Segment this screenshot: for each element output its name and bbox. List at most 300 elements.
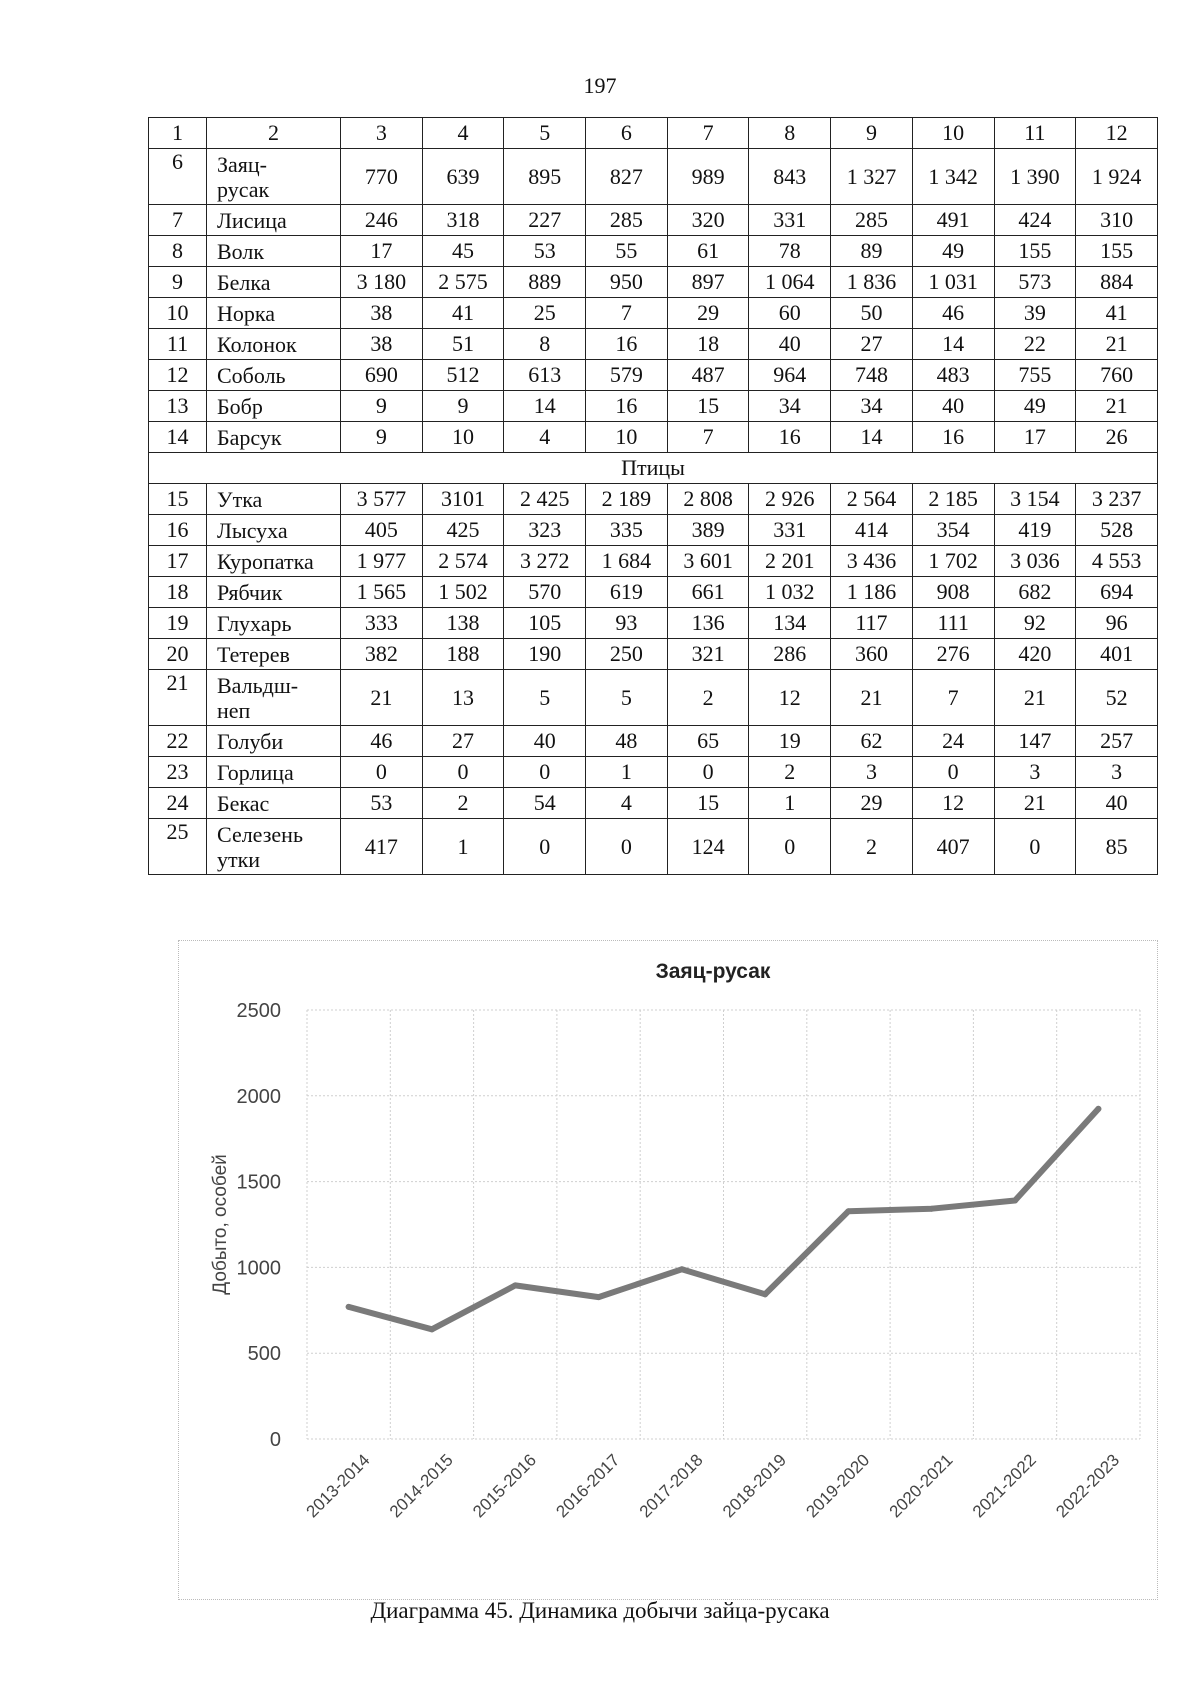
value-cell: 760: [1076, 360, 1158, 391]
value-cell: 3101: [422, 484, 504, 515]
value-cell: 401: [1076, 639, 1158, 670]
value-cell: 0: [504, 757, 586, 788]
value-cell: 950: [586, 267, 668, 298]
value-cell: 619: [586, 577, 668, 608]
value-cell: 286: [749, 639, 831, 670]
value-cell: 53: [341, 788, 423, 819]
value-cell: 420: [994, 639, 1076, 670]
value-cell: 1: [422, 819, 504, 875]
value-cell: 335: [586, 515, 668, 546]
table-row: [149, 639, 1158, 670]
value-cell: 8: [504, 329, 586, 360]
value-cell: 3: [994, 757, 1076, 788]
column-number-cell: 7: [667, 118, 749, 149]
species-name-line: Норка: [217, 300, 276, 326]
species-name-cell: [207, 608, 341, 639]
value-cell: 21: [994, 670, 1076, 726]
value-cell: 14: [912, 329, 994, 360]
value-cell: 3 180: [341, 267, 423, 298]
value-cell: 17: [994, 422, 1076, 453]
value-cell: 417: [341, 819, 423, 875]
table-row: [149, 608, 1158, 639]
value-cell: 0: [912, 757, 994, 788]
value-cell: 38: [341, 329, 423, 360]
harvest-table: [148, 117, 1158, 875]
table-row: [149, 546, 1158, 577]
line-chart: [179, 941, 1157, 1599]
row-number-cell: 23: [149, 757, 207, 788]
value-cell: 2 425: [504, 484, 586, 515]
table-row: [149, 391, 1158, 422]
value-cell: 78: [749, 236, 831, 267]
value-cell: 155: [994, 236, 1076, 267]
value-cell: 0: [749, 819, 831, 875]
value-cell: 29: [667, 298, 749, 329]
value-cell: 9: [341, 422, 423, 453]
value-cell: 53: [504, 236, 586, 267]
value-cell: 276: [912, 639, 994, 670]
value-cell: 321: [667, 639, 749, 670]
value-cell: 7: [667, 422, 749, 453]
value-cell: 333: [341, 608, 423, 639]
value-cell: 39: [994, 298, 1076, 329]
value-cell: 843: [749, 149, 831, 205]
row-number-cell: 15: [149, 484, 207, 515]
value-cell: 382: [341, 639, 423, 670]
value-cell: 3 436: [831, 546, 913, 577]
value-cell: 7: [586, 298, 668, 329]
value-cell: 573: [994, 267, 1076, 298]
value-cell: 354: [912, 515, 994, 546]
value-cell: 895: [504, 149, 586, 205]
y-tick-label: 0: [269, 1429, 281, 1451]
value-cell: 414: [831, 515, 913, 546]
species-name-line: неп: [217, 697, 251, 723]
chart-title: Заяц-русак: [655, 960, 771, 983]
value-cell: 1: [749, 788, 831, 819]
value-cell: 1 924: [1076, 149, 1158, 205]
table-row: [149, 236, 1158, 267]
data-point: [929, 1206, 935, 1212]
value-cell: 25: [504, 298, 586, 329]
value-cell: 4 553: [1076, 546, 1158, 577]
row-number-cell: 17: [149, 546, 207, 577]
value-cell: 320: [667, 205, 749, 236]
value-cell: 19: [749, 726, 831, 757]
species-name-line: Бобр: [217, 393, 263, 419]
row-number-cell: 18: [149, 577, 207, 608]
x-tick-label: 2017-2018: [635, 1450, 707, 1522]
species-name-line: Заяц-: [217, 151, 268, 177]
value-cell: 16: [586, 329, 668, 360]
data-point: [679, 1266, 685, 1272]
value-cell: 964: [749, 360, 831, 391]
species-name-line: Волк: [217, 238, 265, 264]
row-number-cell: 19: [149, 608, 207, 639]
species-name-cell: [207, 267, 341, 298]
value-cell: 331: [749, 515, 831, 546]
value-cell: 2 564: [831, 484, 913, 515]
value-cell: 38: [341, 298, 423, 329]
value-cell: 3: [831, 757, 913, 788]
species-name-line: Утка: [217, 486, 263, 512]
x-tick-label: 2018-2019: [719, 1450, 790, 1522]
value-cell: 827: [586, 149, 668, 205]
value-cell: 92: [994, 608, 1076, 639]
value-cell: 12: [749, 670, 831, 726]
value-cell: 51: [422, 329, 504, 360]
value-cell: 528: [1076, 515, 1158, 546]
value-cell: 2: [749, 757, 831, 788]
value-cell: 34: [749, 391, 831, 422]
species-name-cell: [207, 149, 341, 205]
value-cell: 3: [1076, 757, 1158, 788]
value-cell: 21: [1076, 329, 1158, 360]
value-cell: 989: [667, 149, 749, 205]
value-cell: 0: [504, 819, 586, 875]
value-cell: 15: [667, 391, 749, 422]
value-cell: 62: [831, 726, 913, 757]
value-cell: 26: [1076, 422, 1158, 453]
value-cell: 1 390: [994, 149, 1076, 205]
x-tick-label: 2014-2015: [385, 1450, 457, 1522]
value-cell: 2 201: [749, 546, 831, 577]
value-cell: 405: [341, 515, 423, 546]
value-cell: 14: [504, 391, 586, 422]
value-cell: 117: [831, 608, 913, 639]
value-cell: 661: [667, 577, 749, 608]
value-cell: 250: [586, 639, 668, 670]
value-cell: 12: [912, 788, 994, 819]
value-cell: 1 702: [912, 546, 994, 577]
value-cell: 613: [504, 360, 586, 391]
species-name-cell: [207, 360, 341, 391]
value-cell: 48: [586, 726, 668, 757]
chart-container: [178, 940, 1158, 1600]
value-cell: 570: [504, 577, 586, 608]
value-cell: 89: [831, 236, 913, 267]
value-cell: 770: [341, 149, 423, 205]
species-name-line: Лысуха: [217, 517, 288, 543]
value-cell: 14: [831, 422, 913, 453]
y-tick-label: 500: [247, 1343, 281, 1366]
species-name-cell: [207, 391, 341, 422]
row-number-cell: 22: [149, 726, 207, 757]
species-name-line: Вальдш-: [217, 672, 299, 698]
table-row: [149, 267, 1158, 298]
row-number-cell: 24: [149, 788, 207, 819]
section-title: Птицы: [149, 453, 1158, 484]
value-cell: 755: [994, 360, 1076, 391]
x-tick-label: 2021-2022: [968, 1450, 1040, 1522]
value-cell: 1 064: [749, 267, 831, 298]
column-number-cell: 6: [586, 118, 668, 149]
value-cell: 40: [912, 391, 994, 422]
species-name-cell: [207, 484, 341, 515]
species-name-line: Горлица: [217, 759, 294, 785]
value-cell: 407: [912, 819, 994, 875]
value-cell: 682: [994, 577, 1076, 608]
table-row: [149, 360, 1158, 391]
species-name-line: русак: [217, 176, 270, 202]
row-number-cell: 16: [149, 515, 207, 546]
value-cell: 3 272: [504, 546, 586, 577]
column-number-cell: 3: [341, 118, 423, 149]
value-cell: 1 032: [749, 577, 831, 608]
value-cell: 1 327: [831, 149, 913, 205]
value-cell: 285: [586, 205, 668, 236]
value-cell: 748: [831, 360, 913, 391]
value-cell: 694: [1076, 577, 1158, 608]
table-row: [149, 726, 1158, 757]
species-name-cell: [207, 329, 341, 360]
value-cell: 639: [422, 149, 504, 205]
value-cell: 0: [341, 757, 423, 788]
value-cell: 3 237: [1076, 484, 1158, 515]
value-cell: 96: [1076, 608, 1158, 639]
value-cell: 227: [504, 205, 586, 236]
value-cell: 1 502: [422, 577, 504, 608]
value-cell: 52: [1076, 670, 1158, 726]
species-name-cell: [207, 515, 341, 546]
species-name-cell: [207, 422, 341, 453]
table-row: [149, 149, 1158, 205]
row-number-cell: 13: [149, 391, 207, 422]
value-cell: 0: [667, 757, 749, 788]
species-name-cell: [207, 298, 341, 329]
value-cell: 93: [586, 608, 668, 639]
value-cell: 21: [831, 670, 913, 726]
value-cell: 18: [667, 329, 749, 360]
value-cell: 4: [586, 788, 668, 819]
table-row: [149, 205, 1158, 236]
value-cell: 1 186: [831, 577, 913, 608]
species-name-cell: [207, 577, 341, 608]
value-cell: 49: [912, 236, 994, 267]
species-name-line: Куропатка: [217, 548, 314, 574]
species-name-line: Белка: [217, 269, 271, 295]
value-cell: 27: [422, 726, 504, 757]
value-cell: 40: [504, 726, 586, 757]
column-number-cell: 5: [504, 118, 586, 149]
table-row: [149, 484, 1158, 515]
value-cell: 50: [831, 298, 913, 329]
table-row: [149, 515, 1158, 546]
value-cell: 13: [422, 670, 504, 726]
data-point: [845, 1208, 851, 1214]
value-cell: 257: [1076, 726, 1158, 757]
value-cell: 690: [341, 360, 423, 391]
value-cell: 1 031: [912, 267, 994, 298]
value-cell: 155: [1076, 236, 1158, 267]
value-cell: 46: [912, 298, 994, 329]
value-cell: 21: [994, 788, 1076, 819]
value-cell: 424: [994, 205, 1076, 236]
value-cell: 331: [749, 205, 831, 236]
value-cell: 10: [586, 422, 668, 453]
species-name-line: Соболь: [217, 362, 286, 388]
x-tick-label: 2022-2023: [1052, 1450, 1124, 1522]
value-cell: 46: [341, 726, 423, 757]
table-header-row: [149, 118, 1158, 149]
value-cell: 16: [749, 422, 831, 453]
value-cell: 9: [341, 391, 423, 422]
value-cell: 9: [422, 391, 504, 422]
data-point: [1095, 1106, 1101, 1112]
y-tick-label: 2500: [236, 1000, 281, 1022]
value-cell: 16: [586, 391, 668, 422]
species-name-cell: [207, 726, 341, 757]
value-cell: 4: [504, 422, 586, 453]
value-cell: 2: [831, 819, 913, 875]
value-cell: 889: [504, 267, 586, 298]
column-number-cell: 2: [207, 118, 341, 149]
value-cell: 21: [1076, 391, 1158, 422]
value-cell: 0: [994, 819, 1076, 875]
species-name-line: утки: [217, 846, 261, 872]
value-cell: 360: [831, 639, 913, 670]
value-cell: 29: [831, 788, 913, 819]
species-name-cell: [207, 670, 341, 726]
species-name-cell: [207, 236, 341, 267]
x-tick-label: 2019-2020: [802, 1450, 874, 1522]
value-cell: 487: [667, 360, 749, 391]
y-tick-label: 1500: [236, 1171, 281, 1194]
figure-caption: Диаграмма 45. Динамика добычи зайца-русака: [370, 1598, 830, 1623]
species-name-line: Глухарь: [217, 610, 292, 636]
value-cell: 897: [667, 267, 749, 298]
value-cell: 2 575: [422, 267, 504, 298]
species-name-line: Рябчик: [217, 579, 283, 605]
table-row: [149, 298, 1158, 329]
species-name-line: Колонок: [217, 331, 297, 357]
table-row: [149, 329, 1158, 360]
species-name-line: Бекас: [217, 790, 270, 816]
value-cell: 0: [422, 757, 504, 788]
value-cell: 27: [831, 329, 913, 360]
value-cell: 425: [422, 515, 504, 546]
species-name-cell: [207, 819, 341, 875]
species-name-line: Лисица: [217, 207, 287, 233]
value-cell: 41: [1076, 298, 1158, 329]
species-name-cell: [207, 757, 341, 788]
value-cell: 884: [1076, 267, 1158, 298]
value-cell: 54: [504, 788, 586, 819]
table-row: [149, 757, 1158, 788]
column-number-cell: 1: [149, 118, 207, 149]
value-cell: 5: [504, 670, 586, 726]
value-cell: 3 036: [994, 546, 1076, 577]
value-cell: 2 926: [749, 484, 831, 515]
species-name-cell: [207, 788, 341, 819]
value-cell: 1 342: [912, 149, 994, 205]
value-cell: 389: [667, 515, 749, 546]
x-tick-label: 2013-2014: [302, 1450, 374, 1522]
value-cell: 318: [422, 205, 504, 236]
data-point: [1012, 1197, 1018, 1203]
species-name-line: Барсук: [217, 424, 282, 450]
value-cell: 22: [994, 329, 1076, 360]
value-cell: 285: [831, 205, 913, 236]
species-name-cell: [207, 639, 341, 670]
species-name-line: Голуби: [217, 728, 284, 754]
value-cell: 483: [912, 360, 994, 391]
row-number-cell: 20: [149, 639, 207, 670]
species-name-line: Селезень: [217, 821, 303, 847]
value-cell: 65: [667, 726, 749, 757]
value-cell: 105: [504, 608, 586, 639]
value-cell: 124: [667, 819, 749, 875]
value-cell: 40: [749, 329, 831, 360]
value-cell: 310: [1076, 205, 1158, 236]
value-cell: 41: [422, 298, 504, 329]
row-number-cell: 14: [149, 422, 207, 453]
value-cell: 147: [994, 726, 1076, 757]
value-cell: 40: [1076, 788, 1158, 819]
value-cell: 17: [341, 236, 423, 267]
x-tick-label: 2020-2021: [885, 1450, 957, 1522]
value-cell: 419: [994, 515, 1076, 546]
value-cell: 908: [912, 577, 994, 608]
column-number-cell: 4: [422, 118, 504, 149]
value-cell: 2 574: [422, 546, 504, 577]
value-cell: 246: [341, 205, 423, 236]
value-cell: 134: [749, 608, 831, 639]
table-row: [149, 670, 1158, 726]
value-cell: 45: [422, 236, 504, 267]
value-cell: 512: [422, 360, 504, 391]
value-cell: 10: [422, 422, 504, 453]
value-cell: 24: [912, 726, 994, 757]
value-cell: 2: [667, 670, 749, 726]
value-cell: 190: [504, 639, 586, 670]
x-tick-label: 2016-2017: [552, 1450, 624, 1522]
row-number-cell: 11: [149, 329, 207, 360]
value-cell: 2 189: [586, 484, 668, 515]
value-cell: 3 154: [994, 484, 1076, 515]
value-cell: 1: [586, 757, 668, 788]
row-number-cell: 12: [149, 360, 207, 391]
value-cell: 34: [831, 391, 913, 422]
section-row: [149, 453, 1158, 484]
table-row: [149, 577, 1158, 608]
value-cell: 1 977: [341, 546, 423, 577]
value-cell: 85: [1076, 819, 1158, 875]
value-cell: 16: [912, 422, 994, 453]
row-number-cell: 10: [149, 298, 207, 329]
value-cell: 1 684: [586, 546, 668, 577]
page-number: 197: [583, 73, 617, 98]
row-number-cell: 21: [149, 670, 207, 726]
value-cell: 2: [422, 788, 504, 819]
value-cell: 21: [341, 670, 423, 726]
data-point: [512, 1282, 518, 1288]
harvest-table-body: [149, 118, 1158, 875]
table-row: [149, 422, 1158, 453]
value-cell: 3 577: [341, 484, 423, 515]
species-name-cell: [207, 546, 341, 577]
value-cell: 138: [422, 608, 504, 639]
x-tick-label: 2015-2016: [469, 1450, 541, 1522]
y-tick-label: 2000: [236, 1085, 281, 1108]
table-row: [149, 788, 1158, 819]
value-cell: 1 565: [341, 577, 423, 608]
value-cell: 2 808: [667, 484, 749, 515]
table-row: [149, 819, 1158, 875]
column-number-cell: 11: [994, 118, 1076, 149]
column-number-cell: 9: [831, 118, 913, 149]
value-cell: 579: [586, 360, 668, 391]
